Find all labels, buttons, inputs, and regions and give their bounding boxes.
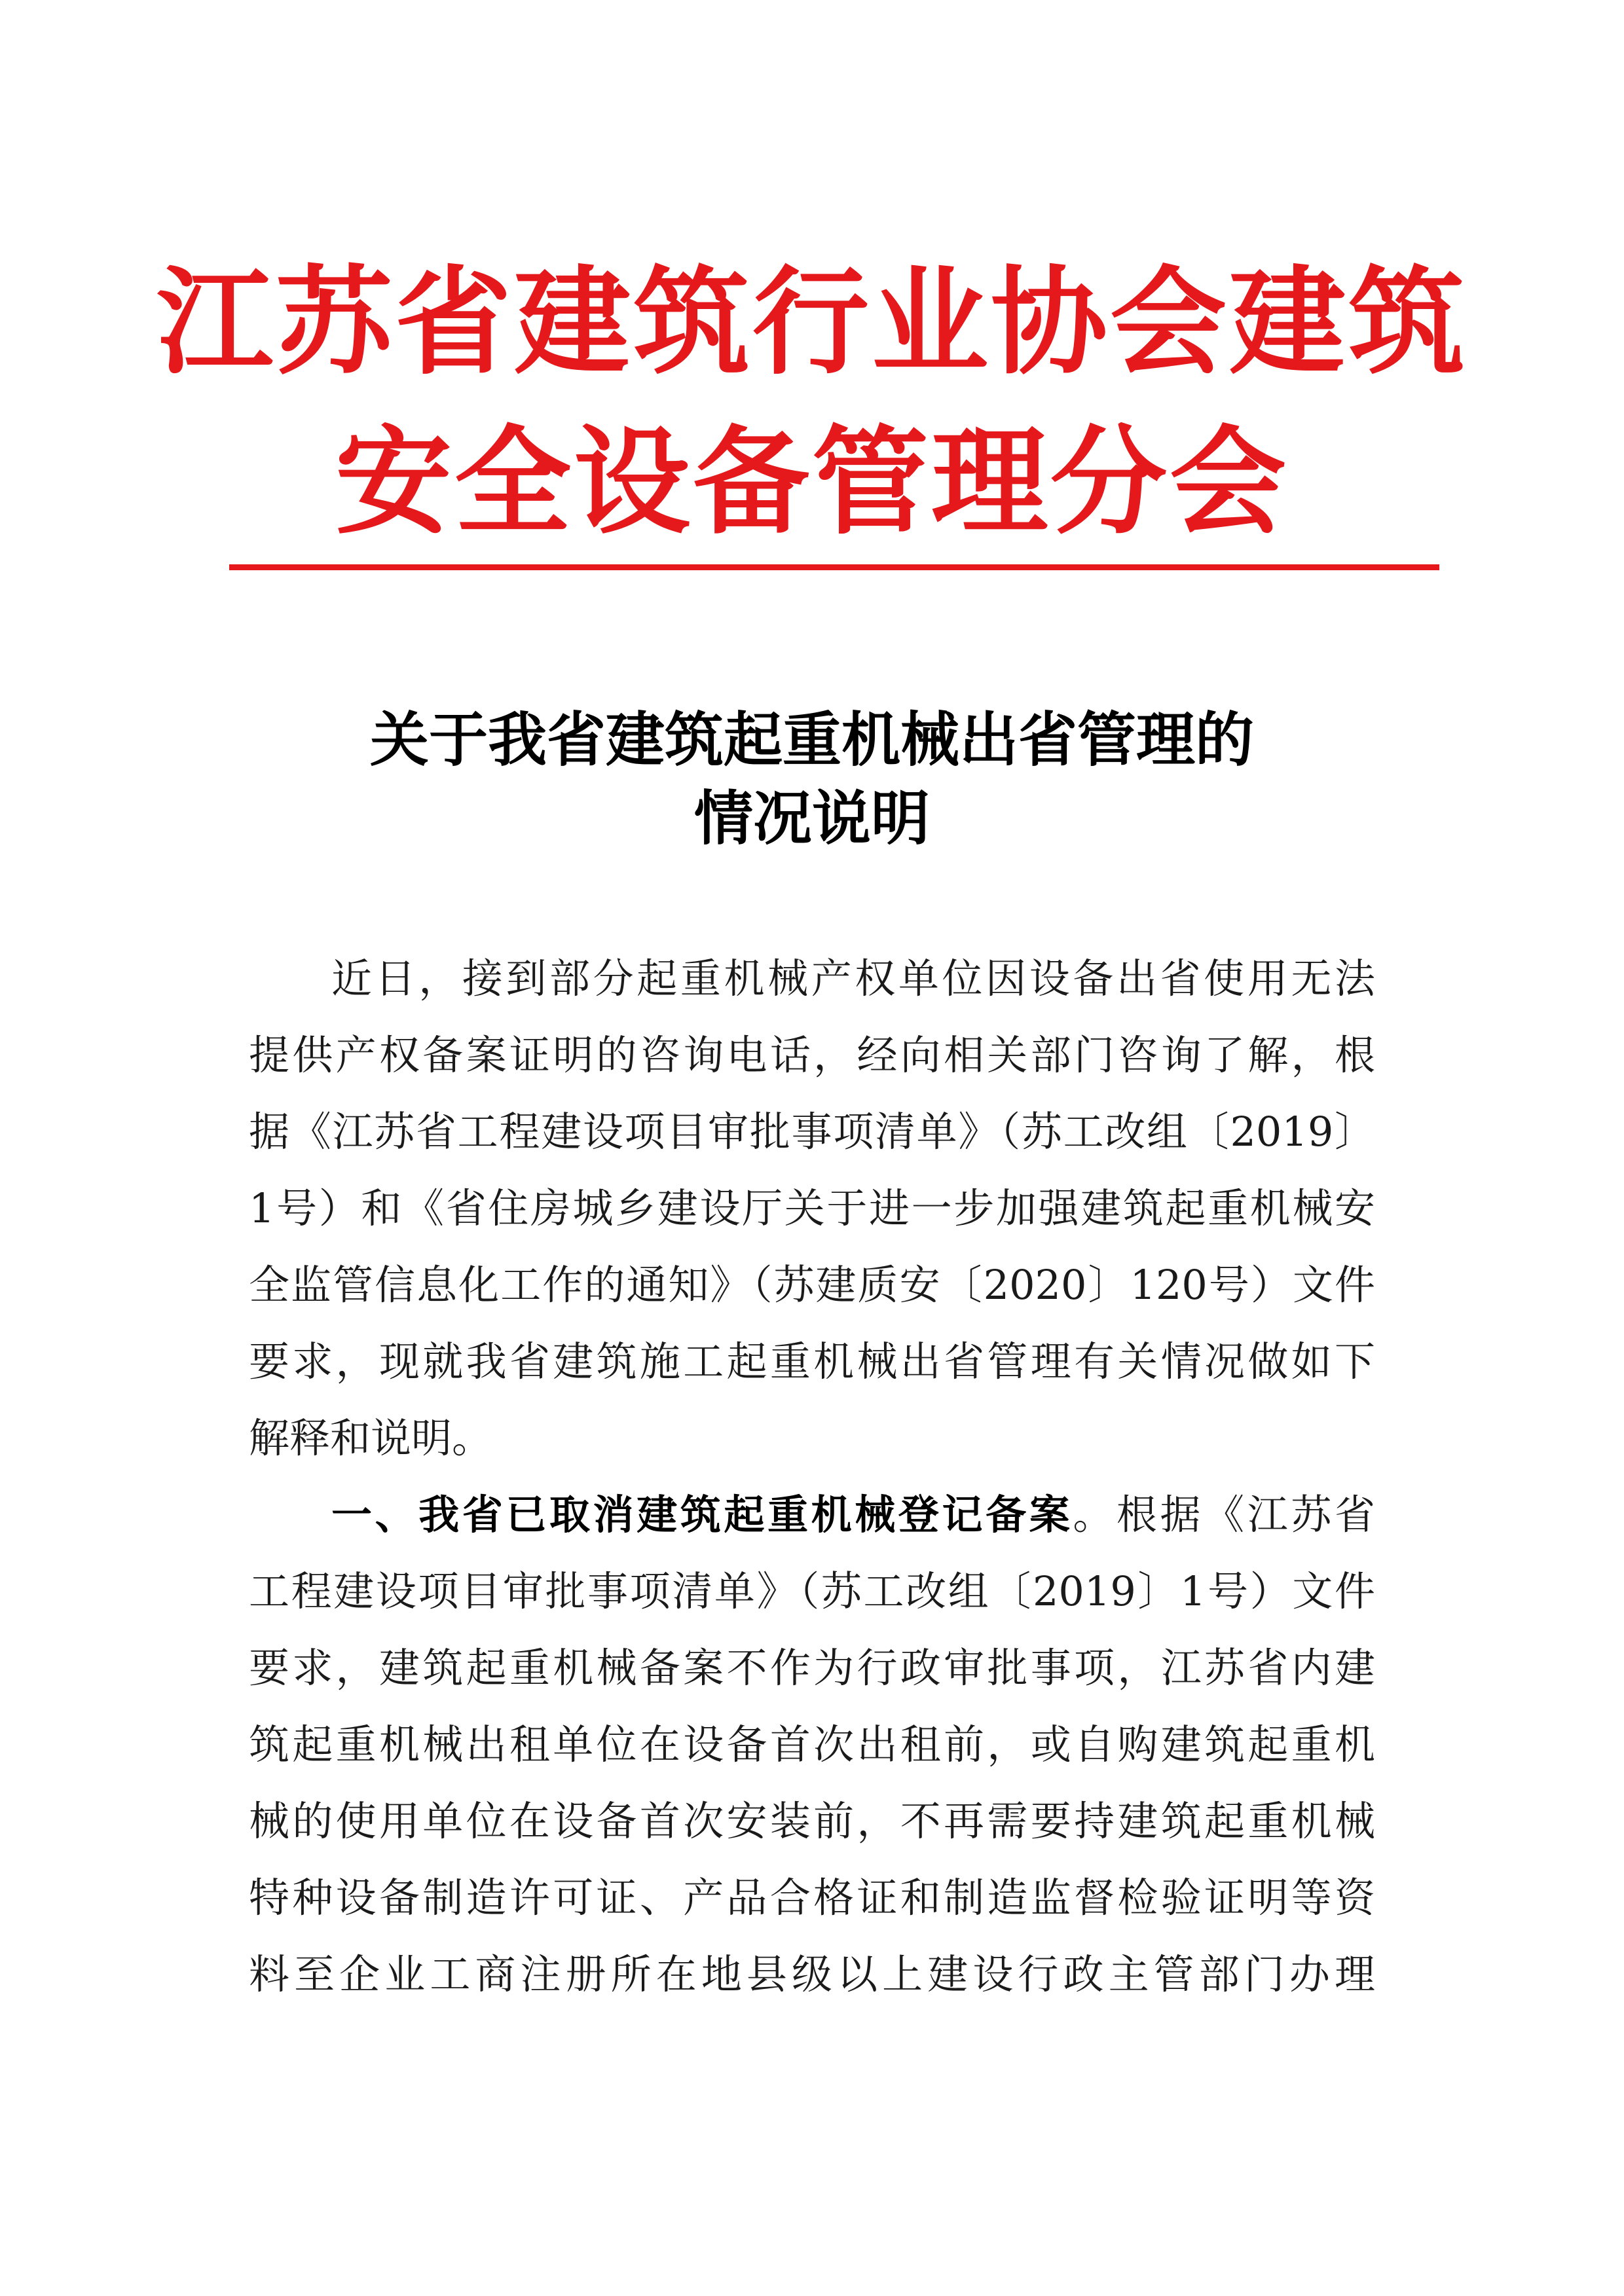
paragraph-2-line-5: 械的使用单位在设备首次安装前，不再需要持建筑起重机械 — [249, 1797, 1375, 1845]
paragraph-2-line-3: 要求，建筑起重机械备案不作为行政审批事项，江苏省内建 — [249, 1644, 1375, 1692]
paragraph-2-line-7: 料至企业工商注册所在地县级以上建设行政主管部门办理 — [249, 1950, 1375, 1998]
paragraph-2-line-6: 特种设备制造许可证、产品合格证和制造监督检验证明等资 — [249, 1874, 1375, 1922]
letterhead-red-rule — [229, 564, 1439, 570]
paragraph-2-line-4: 筑起重机械出租单位在设备首次出租前，或自购建筑起重机 — [249, 1721, 1375, 1768]
paragraph-1-line-1: 近日，接到部分起重机械产权单位因设备出省使用无法 — [331, 955, 1375, 1002]
paragraph-1-line-5: 全监管信息化工作的通知》（苏建质安〔2020〕120号）文件 — [249, 1261, 1375, 1309]
paragraph-2-line-2: 工程建设项目审批事项清单》（苏工改组〔2019〕1号）文件 — [249, 1567, 1375, 1615]
paragraph-1-line-4: 1号）和《省住房城乡建设厅关于进一步加强建筑起重机械安 — [249, 1184, 1375, 1232]
paragraph-1-line-3: 据《江苏省工程建设项目审批事项清单》（苏工改组〔2019〕 — [249, 1108, 1375, 1156]
paragraph-1-line-2: 提供产权备案证明的咨询电话，经向相关部门咨询了解，根 — [249, 1031, 1375, 1079]
paragraph-2-line-1-rest: 。根据《江苏省 — [1073, 1491, 1375, 1539]
letterhead-org-name-line2: 安全设备管理分会 — [335, 413, 1289, 550]
paragraph-1-line-6: 要求，现就我省建筑施工起重机械出省管理有关情况做如下 — [249, 1338, 1375, 1385]
document-title-line2: 情况说明 — [694, 784, 930, 853]
paragraph-1-line-7: 解释和说明。 — [249, 1414, 493, 1462]
letterhead-org-name-line1: 江苏省建筑行业协会建筑 — [157, 253, 1467, 390]
paragraph-2-heading: 一、我省已取消建筑起重机械登记备案 — [331, 1491, 1073, 1539]
paragraph-2-line-1 — [331, 1485, 1375, 1544]
document-title-line1: 关于我省建筑起重机械出省管理的 — [370, 705, 1254, 774]
